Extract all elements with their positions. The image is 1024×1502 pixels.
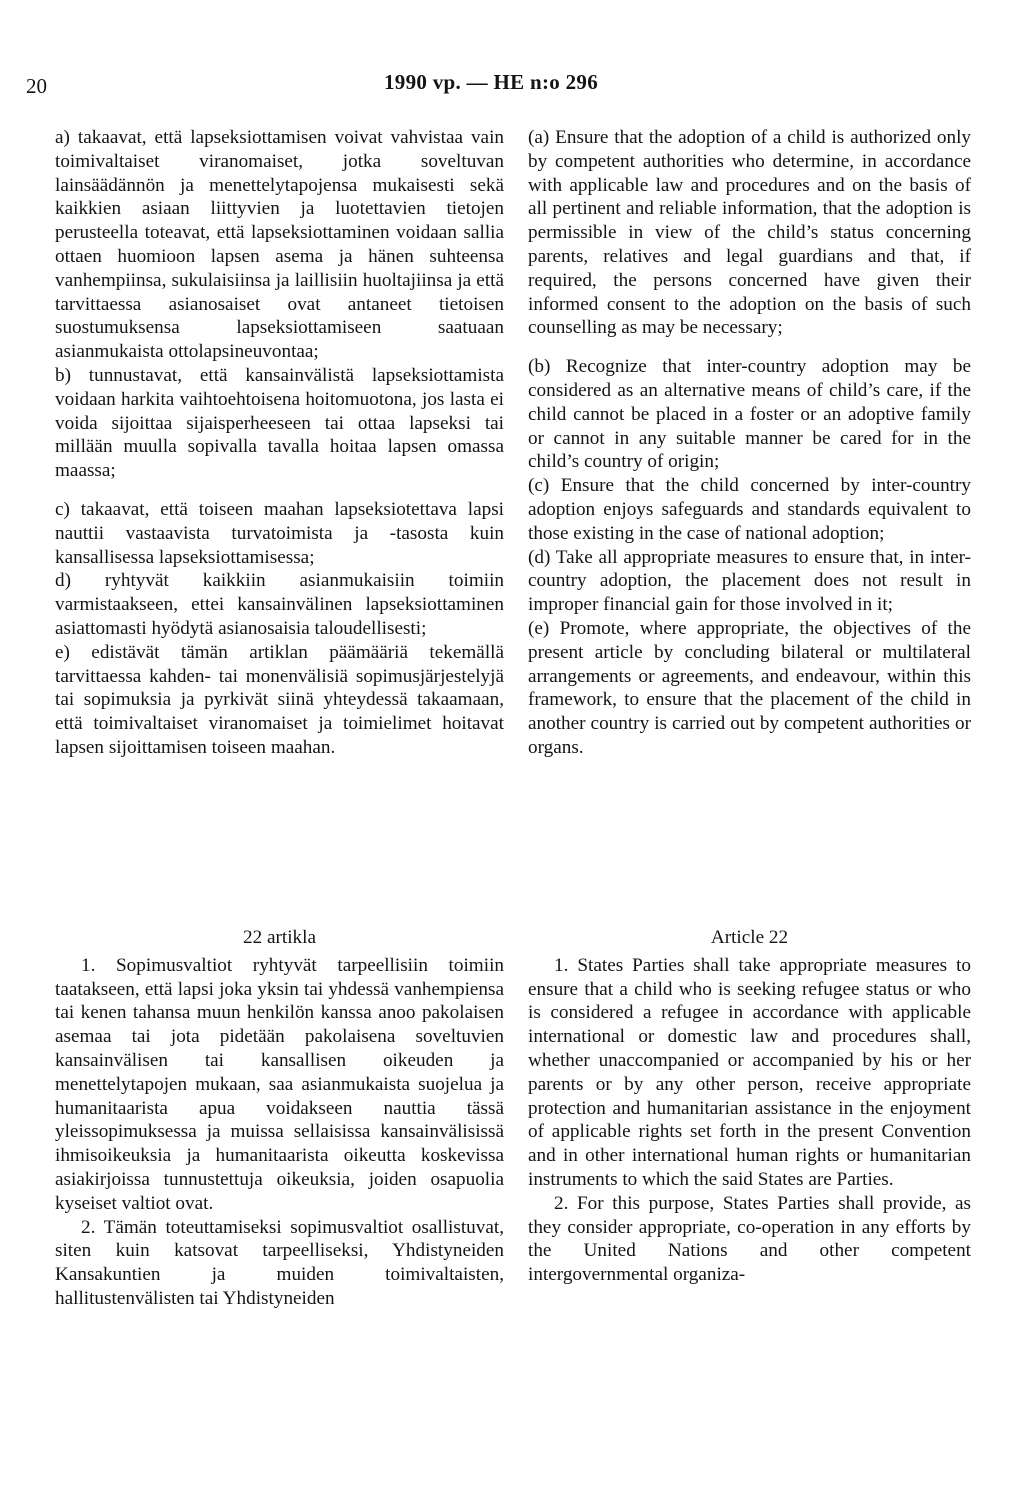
- english-item-e: (e) Promote, where appropriate, the objectives of the present article by concluding bilateral or multilateral arrangements or agreements, and endeavour, within this framework, to ensure that the placement of the child in another country is carried out by competent authorities or organs.: [528, 617, 971, 758]
- english-article-paragraph-1: 1. States Parties shall take appropriate measures to ensure that a child who is seeking refugee status or who is considered a refugee in accordance with applicable international or domestic law and procedures shall, whether unaccompanied or accompanied by his or her parents or by any other person, receive appropriate protection and humanitarian assistance in the enjoyment of applicable rights set forth in the present Convention and in other international human rights or humanitarian instruments to which the said States are Parties.: [528, 954, 971, 1190]
- finnish-item-b: b) tunnustavat, että kansainvälistä lapseksiottamista voidaan harkita vaihtoehtoisena hoitomuotona, jos lasta ei voida sijoittaa sijaisperheeseen tai ottaa lapseksi tai millään muulla sopivalla tavalla hoitaa lapsen omassa maassa;: [55, 364, 504, 482]
- finnish-item-d: d) ryhtyvät kaikkiin asianmukaisiin toimiin varmistaakseen, ettei kansainvälinen lapseksiottaminen asiattomasti hyödytä asianosaisia taloudellisesti;: [55, 570, 504, 639]
- finnish-item-a: a) takaavat, että lapseksiottamisen voivat vahvistaa vain toimivaltaiset viranomaiset, jotka soveltuvan lainsäädännön ja menettelytapojensa mukaisesti sekä kaikkien asiaan liittyvien ja luotettavien tietojen perusteella toteavat, että lapseksiottaminen voidaan sallia ottaen huomioon lapsen asema ja hänen suhteensa vanhempiinsa, sukulaisiinsa ja laillisiin huoltajiinsa ja että tarvittaessa asianosaiset ovat antaneet tietoisen suostumuksensa lapseksiottamiseen saatuaan asianmukaista ottolapsineuvontaa;: [55, 127, 504, 363]
- english-item-d: (d) Take all appropriate measures to ensure that, in inter-country adoption, the placement does not result in improper financial gain for those involved in it;: [528, 546, 971, 616]
- finnish-article-paragraph-1: 1. Sopimusvaltiot ryhtyvät tarpeellisiin toimiin taatakseen, että lapsi joka yksin tai yhdessä vanhempiensa tai kenen tahansa muun henkilön kanssa anoo pakolaisen asemaa tai jota pidetään pakolaisena soveltuvien kansainvälisen tai kansallisen oikeuden ja menettelytapojen mukaan, saa asianmukaista suojelua ja humanitaarista apua voidakseen nauttia tässä yleissopimuksessa ja muissa sellaisissa kansainvälisissä ihmisoikeuksia ja humanitaarista oikeutta koskevissa asiakirjoissa tunnustettuja oikeuksia, joiden osapuolia kyseiset valtiot ovat.: [55, 954, 504, 1214]
- page-number: 20: [26, 74, 47, 98]
- finnish-item-e: e) edistävät tämän artiklan päämääriä tekemällä tarvittaessa kahden- tai monenvälisiä sopimusjärjestelyjä tai sopimuksia ja pyrkivät siinä yhteydessä takaamaan, että toimivaltaiset viranomaiset ja toimielimet hoitavat lapsen sijoittamisen toiseen maahan.: [55, 641, 504, 758]
- english-column-items: [528, 126, 971, 760]
- finnish-item-c: c) takaavat, että toiseen maahan lapseksiotettava lapsi nauttii vastaavista turvatoimista ja -tasosta kuin kansallisessa lapseksiottamisessa;: [55, 498, 504, 568]
- english-article-paragraph-2: 2. For this purpose, States Parties shall provide, as they consider appropriate, co-operation in any efforts by the United Nations and other competent intergovernmental organiza-: [528, 1192, 971, 1286]
- english-item-b: (b) Recognize that inter-country adoption may be considered as an alternative means of child’s care, if the child cannot be placed in a foster or an adoptive family or cannot in any suitable manner be cared for in the child’s country of origin;: [528, 356, 971, 473]
- english-item-c: (c) Ensure that the child concerned by inter-country adoption enjoys safeguards and standards equivalent to those existing in the case of national adoption;: [528, 475, 971, 544]
- finnish-article-heading: 22 artikla: [243, 927, 316, 948]
- running-head: 1990 vp. — HE n:o 296: [384, 70, 598, 94]
- finnish-column-items: [55, 126, 504, 760]
- english-article-heading: Article 22: [710, 927, 789, 948]
- english-item-a: (a) Ensure that the adoption of a child is authorized only by competent authorities who determine, in accordance with applicable law and procedures and on the basis of all pertinent and reliable information, that the adoption is permissible in view of the child’s status concerning parents, relatives and legal guardians and that, if required, the persons concerned have given their informed consent to the adoption on the basis of such counselling as may be necessary;: [528, 127, 971, 339]
- english-article-22: [528, 926, 971, 1287]
- finnish-article-paragraph-2: 2. Tämän toteuttamiseksi sopimusvaltiot osallistuvat, siten kuin katsovat tarpeelliseksi, Yhdistyneiden Kansakuntien ja muiden toimivaltaisten, hallitustenvälisten tai Yhdistyneiden: [55, 1216, 504, 1309]
- finnish-article-22: [55, 926, 504, 1311]
